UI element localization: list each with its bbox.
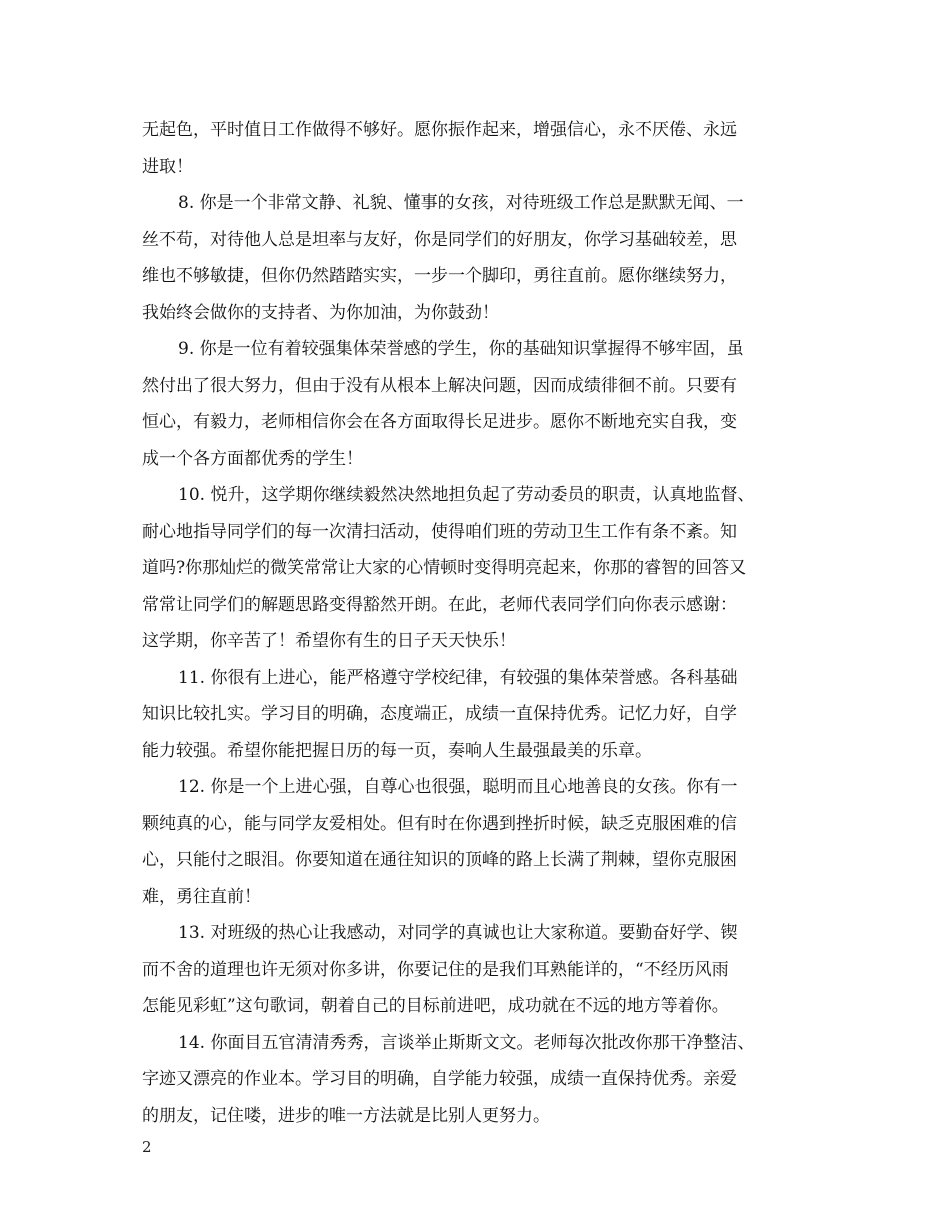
text-line: 这学期，你辛苦了！希望你有生的日子天天快乐！ [142, 631, 516, 651]
paragraph-14 [142, 1025, 812, 1135]
paragraph-12 [142, 769, 812, 915]
text-line: 难，勇往直前！ [142, 886, 261, 907]
text-line: 然付出了很大努力，但由于没有从根本上解决问题，因而成绩徘徊不前。只要有 [142, 375, 737, 396]
paragraph-13 [142, 915, 812, 1025]
page-number: 2 [142, 1138, 152, 1156]
text-line: 耐心地指导同学们的每一次清扫活动，使得咱们班的劳动卫生工作有条不紊。知 [142, 521, 737, 542]
paragraph-9 [142, 331, 812, 477]
text-line: 的朋友，记住喽，进步的唯一方法就是比别人更努力。 [142, 1105, 550, 1126]
text-line: 10. 悦升，这学期你继续毅然决然地担负起了劳动委员的职责，认真地监督、 [178, 485, 755, 505]
text-line: 13. 对班级的热心让我感动，对同学的真诚也让大家称道。要勤奋好学、锲 [178, 923, 738, 943]
text-line: 道吗?你那灿烂的微笑常常让大家的心情顿时变得明亮起来，你那的睿智的回答又 [142, 558, 747, 578]
text-line: 字迹又漂亮的作业本。学习目的明确，自学能力较强，成绩一直保持优秀。亲爱 [142, 1069, 737, 1089]
text-line: 常常让同学们的解题思路变得豁然开朗。在此，老师代表同学们向你表示感谢： [142, 594, 737, 615]
paragraph-10 [142, 477, 812, 660]
text-line: 8. 你是一个非常文静、礼貌、懂事的女孩，对待班级工作总是默默无闻、一 [178, 193, 744, 213]
text-line: 恒心，有毅力，老师相信你会在各方面取得长足进步。愿你不断地充实自我，变 [142, 412, 737, 432]
text-line: 能力较强。希望你能把握日历的每一页，奏响人生最强最美的乐章。 [142, 740, 652, 761]
text-line: 无起色，平时值日工作做得不够好。愿你振作起来，增强信心，永不厌倦、永远 [142, 120, 737, 140]
text-line: 心，只能付之眼泪。你要知道在通往知识的顶峰的路上长满了荆棘，望你克服困 [142, 850, 737, 870]
paragraph-7-continuation [142, 112, 812, 185]
text-line: 颗纯真的心，能与同学友爱相处。但有时在你遇到挫折时候，缺乏克服困难的信 [142, 813, 737, 834]
text-line: 进取！ [142, 156, 193, 177]
text-line: 丝不苟，对待他人总是坦率与友好，你是同学们的好朋友，你学习基础较差，思 [142, 229, 737, 250]
text-line: 知识比较扎实。学习目的明确，态度端正，成绩一直保持优秀。记忆力好，自学 [142, 704, 737, 724]
text-line: 成一个各方面都优秀的学生！ [142, 448, 363, 469]
text-line: 我始终会做你的支持者、为你加油，为你鼓劲！ [142, 302, 499, 323]
paragraph-8 [142, 185, 812, 331]
document-body [142, 112, 812, 1134]
text-line: 12. 你是一个上进心强，自尊心也很强，聪明而且心地善良的女孩。你有一 [178, 777, 738, 797]
text-line: 9. 你是一位有着较强集体荣誉感的学生，你的基础知识掌握得不够牢固，虽 [178, 339, 744, 359]
text-line: 维也不够敏捷，但你仍然踏踏实实，一步一个脚印，勇往直前。愿你继续努力， [142, 266, 737, 286]
text-line: 怎能见彩虹”这句歌词，朝着自己的目标前进吧，成功就在不远的地方等着你。 [142, 996, 729, 1016]
text-line: 11. 你很有上进心，能严格遵守学校纪律，有较强的集体荣誉感。各科基础 [178, 667, 738, 688]
text-line: 14. 你面目五官清清秀秀，言谈举止斯斯文文。老师每次批改你那干净整洁、 [178, 1032, 755, 1053]
paragraph-11 [142, 660, 812, 770]
text-line: 而不舍的道理也许无须对你多讲，你要记住的是我们耳熟能详的，“不经历风雨 [142, 959, 729, 980]
